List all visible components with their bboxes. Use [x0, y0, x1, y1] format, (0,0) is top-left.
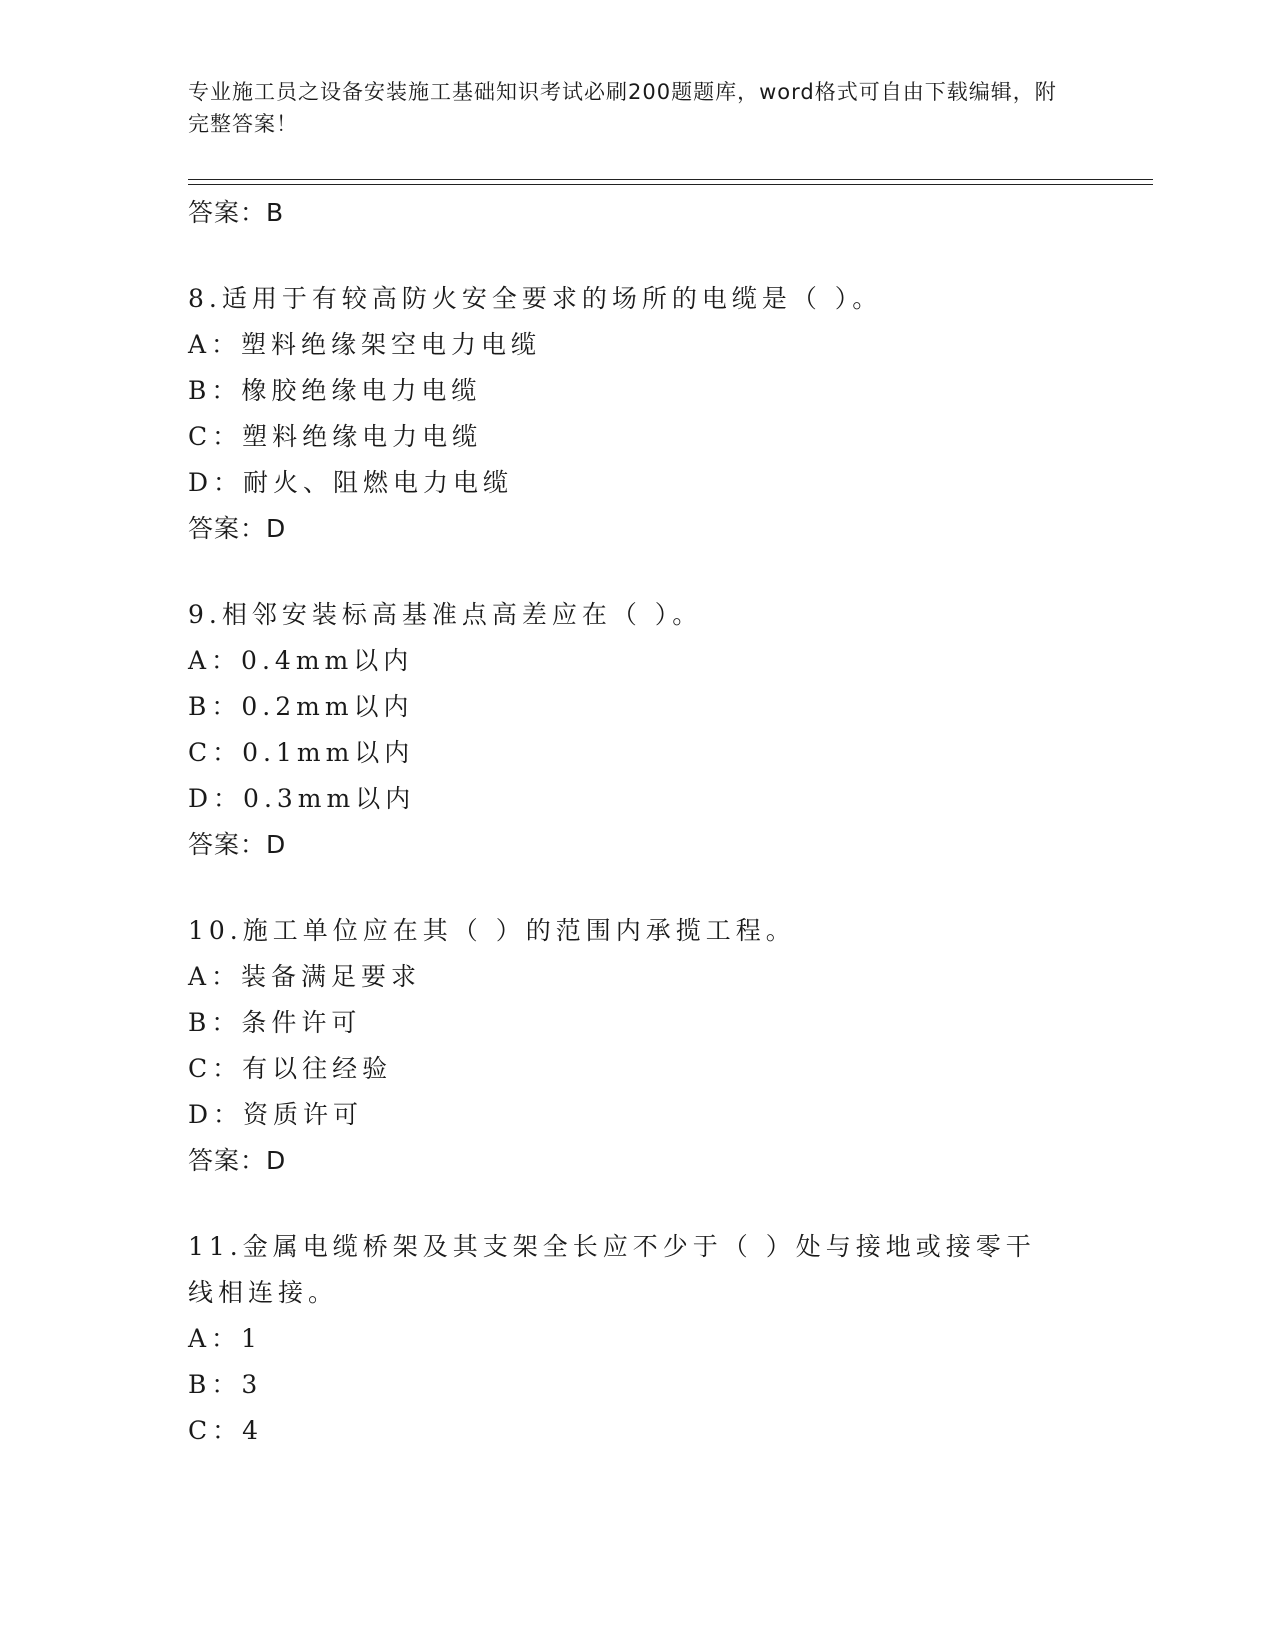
header-divider-bottom — [188, 184, 1153, 185]
answer-line: 答案：D — [188, 830, 287, 859]
answer-line: 答案：B — [188, 198, 285, 227]
option-d: D：0.3mm以内 — [188, 784, 416, 813]
spacer — [188, 552, 1108, 592]
question-11 — [188, 1224, 1108, 1454]
option-b: B：0.2mm以内 — [188, 692, 414, 721]
question-stem: 8.适用于有较高防火安全要求的场所的电缆是（ ）。 — [188, 284, 883, 313]
spacer — [188, 236, 1108, 276]
question-stem: 11.金属电缆桥架及其支架全长应不少于（ ）处与接地或接零干线相连接。 — [188, 1232, 1036, 1307]
question-9 — [188, 592, 1108, 868]
header-divider-top — [188, 179, 1153, 180]
document-body — [188, 190, 1108, 1454]
option-a: A：1 — [188, 1324, 262, 1353]
option-c: C：0.1mm以内 — [188, 738, 415, 767]
question-stem: 10.施工单位应在其（ ）的范围内承揽工程。 — [188, 916, 796, 945]
option-b: B：条件许可 — [188, 1008, 362, 1037]
option-a: A：装备满足要求 — [188, 962, 422, 991]
option-a: A：塑料绝缘架空电力电缆 — [188, 330, 542, 359]
option-a: A：0.4mm以内 — [188, 646, 414, 675]
question-stem: 9.相邻安装标高基准点高差应在（ ）。 — [188, 600, 703, 629]
question-10 — [188, 908, 1108, 1184]
option-c: C：塑料绝缘电力电缆 — [188, 422, 483, 451]
option-b: B：3 — [188, 1370, 263, 1399]
answer-line: 答案：D — [188, 1146, 287, 1175]
document-header: 专业施工员之设备安装施工基础知识考试必刷200题题库，word格式可自由下载编辑，附完整答案！ — [188, 80, 1057, 136]
option-c: C：4 — [188, 1416, 264, 1445]
option-c: C：有以往经验 — [188, 1054, 393, 1083]
spacer — [188, 1184, 1108, 1224]
spacer — [188, 868, 1108, 908]
question-8 — [188, 276, 1108, 552]
option-b: B：橡胶绝缘电力电缆 — [188, 376, 482, 405]
answer-line: 答案：D — [188, 514, 287, 543]
option-d: D：耐火、阻燃电力电缆 — [188, 468, 514, 497]
option-d: D：资质许可 — [188, 1100, 364, 1129]
